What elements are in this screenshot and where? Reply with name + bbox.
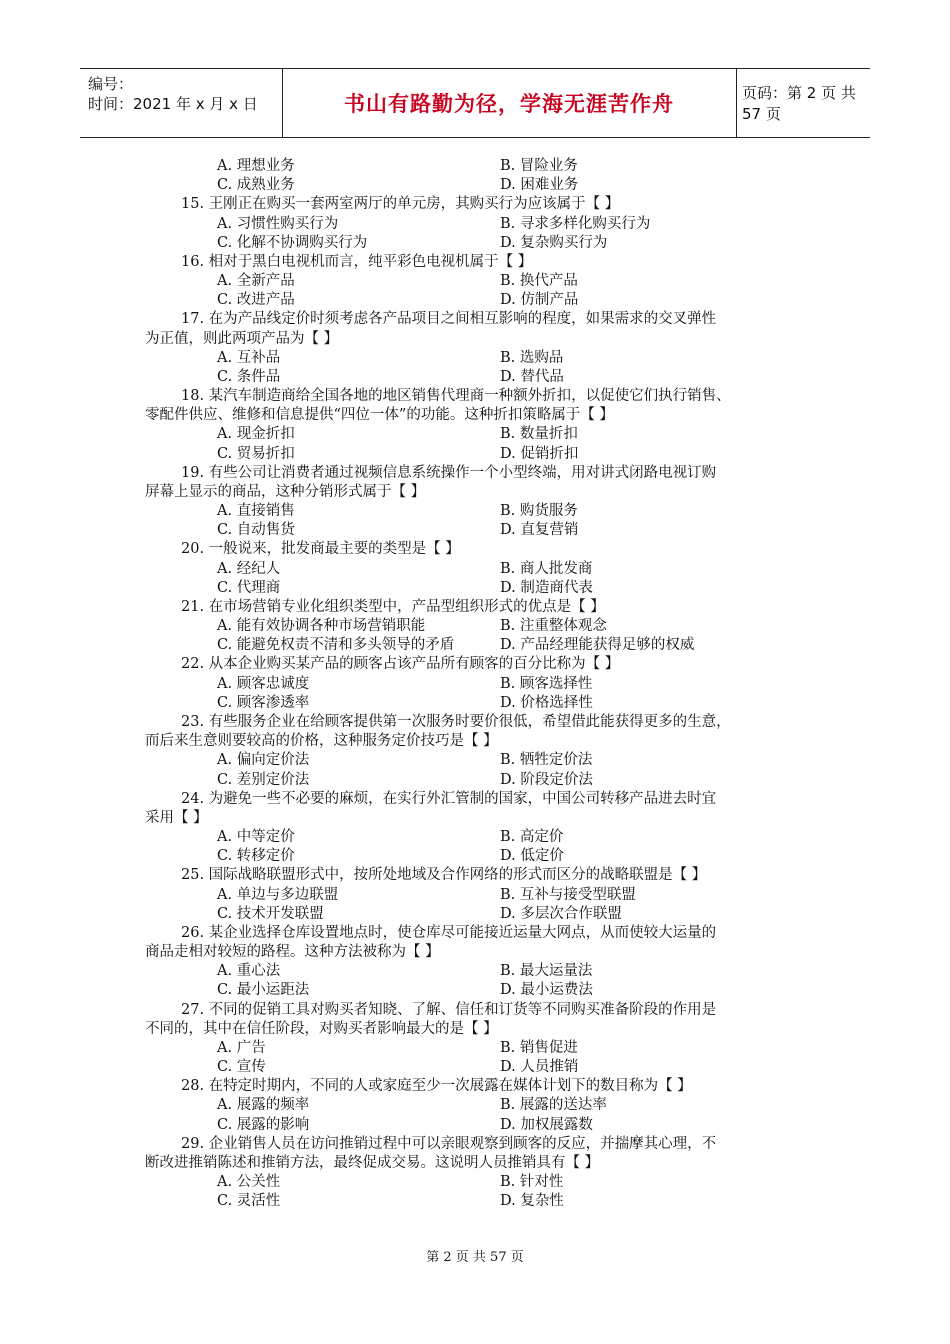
option-b: B. 购货服务: [500, 503, 578, 520]
option-a: A. 重心法: [217, 963, 281, 980]
option-row: [145, 675, 810, 694]
option-row: [145, 636, 810, 655]
option-row: [145, 234, 810, 253]
option-a: A. 顾客忠诚度: [217, 675, 310, 692]
option-a: A. 理想业务: [217, 158, 295, 174]
option-d: D. 复杂性: [500, 1193, 564, 1210]
option-c: C. 转移定价: [217, 848, 295, 865]
option-c: C. 展露的影响: [217, 1116, 310, 1133]
question-stem: 28. 在特定时期内，不同的人或家庭至少一次展露在媒体计划下的数目称为【 】: [181, 1078, 692, 1095]
question-stem: 15. 王刚正在购买一套两室两厅的单元房，其购买行为应该属于【 】: [181, 196, 620, 213]
option-d: D. 复杂购买行为: [500, 234, 608, 251]
question-stem: 断改进推销陈述和推销方法，最终促成交易。这说明人员推销具有【 】: [145, 1154, 600, 1171]
option-a: A. 直接销售: [217, 503, 295, 520]
option-a: A. 偏向定价法: [217, 752, 310, 769]
option-d: D. 制造商代表: [500, 579, 593, 596]
option-row: [145, 521, 810, 540]
option-row: [145, 981, 810, 1000]
page-header: [80, 68, 870, 138]
option-row: [145, 215, 810, 234]
option-b: B. 换代产品: [500, 273, 578, 290]
option-row: [145, 560, 810, 579]
question-stem: 23. 有些服务企业在给顾客提供第一次服务时要价很低，希望借此能获得更多的生意，: [181, 713, 731, 730]
option-row: [145, 445, 810, 464]
option-d: D. 产品经理能获得足够的权威: [500, 637, 695, 654]
option-b: B. 针对性: [500, 1174, 564, 1191]
option-c: C. 成熟业务: [217, 177, 295, 194]
question-stem: 19. 有些公司让消费者通过视频信息系统操作一个小型终端，用对讲式闭路电视订购: [181, 464, 717, 481]
option-row: [145, 1192, 810, 1211]
option-b: B. 数量折扣: [500, 426, 578, 443]
question-stem: 采用【 】: [145, 809, 208, 826]
option-c: C. 改进产品: [217, 292, 295, 309]
question-stem: 17. 在为产品线定价时须考虑各产品项目之间相互影响的程度，如果需求的交叉弹性: [181, 311, 717, 328]
option-a: A. 习惯性购买行为: [217, 215, 339, 232]
option-a: A. 公关性: [217, 1174, 281, 1191]
question-stem: 26. 某企业选择仓库设置地点时，使仓库尽可能接近运量大网点，从而使较大运量的: [181, 924, 717, 941]
option-d: D. 替代品: [500, 368, 564, 385]
option-row: [145, 579, 810, 598]
option-c: C. 条件品: [217, 368, 281, 385]
time-label: 时间：2021 年 x 月 x 日: [88, 95, 258, 113]
option-row: [145, 176, 810, 195]
option-d: D. 低定价: [500, 848, 564, 865]
option-b: B. 注重整体观念: [500, 618, 607, 635]
option-row: [145, 502, 810, 521]
question-stem: 零配件供应、维修和信息提供“四位一体”的功能。这种折扣策略属于【 】: [145, 407, 614, 424]
option-row: [145, 905, 810, 924]
option-c: C. 顾客渗透率: [217, 694, 310, 711]
option-a: A. 能有效协调各种市场营销职能: [217, 618, 426, 635]
question-stem: 22. 从本企业购买某产品的顾客占该产品所有顾客的百分比称为【 】: [181, 656, 620, 673]
question-stem: 18. 某汽车制造商给全国各地的地区销售代理商一种额外折扣，以促使它们执行销售、: [181, 388, 731, 405]
option-row: [145, 886, 810, 905]
option-b: B. 高定价: [500, 829, 564, 846]
question-stem: 而后来生意则要较高的价格，这种服务定价技巧是【 】: [145, 733, 498, 750]
option-a: A. 广告: [217, 1039, 266, 1056]
option-b: B. 最大运量法: [500, 963, 593, 980]
option-b: B. 销售促进: [500, 1039, 578, 1056]
option-row: [145, 751, 810, 770]
option-row: [145, 291, 810, 310]
question-stem: 24. 为避免一些不必要的麻烦，在实行外汇管制的国家，中国公司转移产品进去时宜: [181, 790, 717, 807]
option-b: B. 选购品: [500, 349, 564, 366]
option-c: C. 贸易折扣: [217, 445, 295, 462]
question-stem: 屏幕上显示的商品，这种分销形式属于【 】: [145, 483, 426, 500]
option-row: [145, 617, 810, 636]
option-b: B. 展露的送达率: [500, 1097, 607, 1114]
option-a: A. 互补品: [217, 349, 281, 366]
option-d: D. 最小运费法: [500, 982, 593, 999]
option-b: B. 顾客选择性: [500, 675, 593, 692]
serial-label: 编号：: [88, 75, 134, 93]
option-row: [145, 157, 810, 176]
option-d: D. 多层次合作联盟: [500, 905, 622, 922]
option-d: D. 困难业务: [500, 177, 579, 194]
question-stem: 为正值，则此两项产品为【 】: [145, 330, 339, 347]
option-a: A. 经纪人: [217, 560, 281, 577]
option-d: D. 阶段定价法: [500, 771, 593, 788]
option-a: A. 展露的频率: [217, 1097, 310, 1114]
header-motto: 书山有路勤为径，学海无涯苦作舟: [344, 92, 674, 116]
question-stem: 27. 不同的促销工具对购买者知晓、了解、信任和订货等不同购买准备阶段的作用是: [181, 1001, 717, 1018]
option-c: C. 能避免权责不清和多头领导的矛盾: [217, 637, 455, 654]
option-row: [145, 847, 810, 866]
header-meta: [80, 69, 280, 137]
option-d: D. 加权展露数: [500, 1116, 593, 1133]
option-row: [145, 1039, 810, 1058]
question-stem: 25. 国际战略联盟形式中，按所处地域及合作网络的形式而区分的战略联盟是【 】: [181, 867, 707, 884]
option-row: [145, 1096, 810, 1115]
option-row: [145, 1116, 810, 1135]
option-c: C. 最小运距法: [217, 982, 310, 999]
question-stem: 商品走相对较短的路程。这种方法被称为【 】: [145, 944, 440, 961]
option-row: [145, 771, 810, 790]
option-d: D. 直复营销: [500, 522, 579, 539]
option-a: A. 现金折扣: [217, 426, 295, 443]
header-divider: [736, 69, 737, 137]
option-c: C. 宣传: [217, 1059, 266, 1076]
option-b: B. 牺牲定价法: [500, 752, 593, 769]
option-b: B. 互补与接受型联盟: [500, 886, 636, 903]
option-row: [145, 694, 810, 713]
option-row: [145, 349, 810, 368]
option-b: B. 寻求多样化购买行为: [500, 215, 651, 232]
option-c: C. 灵活性: [217, 1193, 281, 1210]
option-row: [145, 1058, 810, 1077]
question-stem: 21. 在市场营销专业化组织类型中，产品型组织形式的优点是【 】: [181, 598, 605, 615]
option-a: A. 中等定价: [217, 829, 295, 846]
option-d: D. 人员推销: [500, 1059, 579, 1076]
option-row: [145, 425, 810, 444]
header-page-info: 页码：第 2 页 共 57 页: [742, 84, 856, 123]
option-row: [145, 828, 810, 847]
option-a: A. 全新产品: [217, 273, 295, 290]
option-b: B. 冒险业务: [500, 158, 578, 174]
option-c: C. 差别定价法: [217, 771, 310, 788]
option-row: [145, 962, 810, 981]
option-d: D. 促销折扣: [500, 445, 579, 462]
option-c: C. 自动售货: [217, 522, 295, 539]
option-row: [145, 368, 810, 387]
option-d: D. 仿制产品: [500, 292, 579, 309]
option-a: A. 单边与多边联盟: [217, 886, 339, 903]
option-c: C. 技术开发联盟: [217, 905, 324, 922]
page-footer: 第 2 页 共 57 页: [426, 1250, 524, 1265]
question-stem: 16. 相对于黑白电视机而言，纯平彩色电视机属于【 】: [181, 253, 533, 270]
question-stem: 不同的，其中在信任阶段，对购买者影响最大的是【 】: [145, 1020, 498, 1037]
option-c: C. 代理商: [217, 579, 281, 596]
question-stem: 20. 一般说来，批发商最主要的类型是【 】: [181, 541, 460, 558]
option-b: B. 商人批发商: [500, 560, 593, 577]
option-d: D. 价格选择性: [500, 694, 593, 711]
option-row: [145, 272, 810, 291]
question-stem: 29. 企业销售人员在访问推销过程中可以亲眼观察到顾客的反应，并揣摩其心理，不: [181, 1135, 717, 1152]
question-list: [145, 157, 810, 1211]
option-row: [145, 1173, 810, 1192]
option-c: C. 化解不协调购买行为: [217, 234, 368, 251]
